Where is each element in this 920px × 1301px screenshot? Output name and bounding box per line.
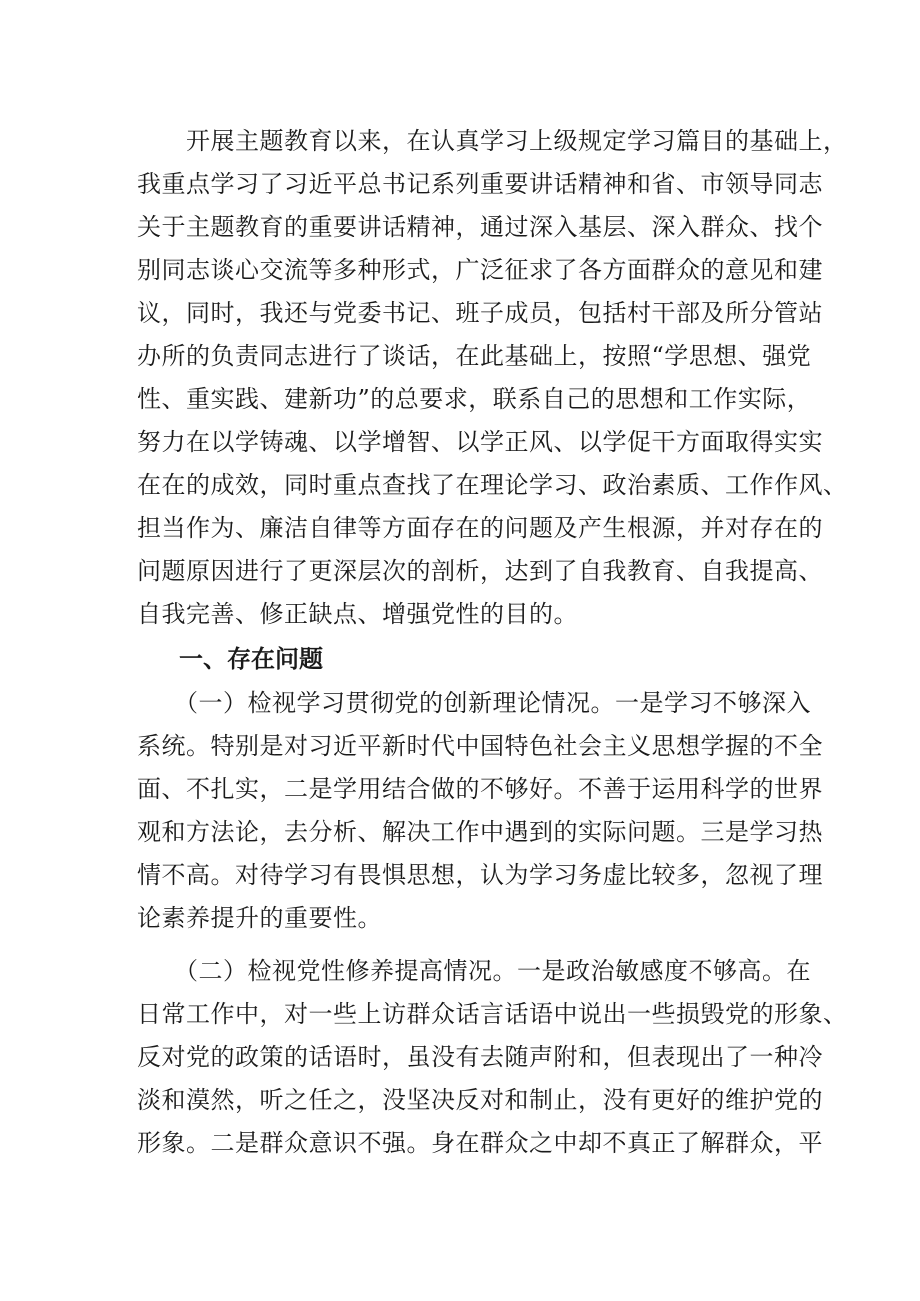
- text-line: 形象。二是群众意识不强。身在群众之中却不真正了解群众，平: [137, 1129, 823, 1157]
- text-line: 我重点学习了习近平总书记系列重要讲话精神和省、市领导同志: [137, 170, 823, 198]
- text-line: 关于主题教育的重要讲话精神，通过深入基层、深入群众、找个: [137, 213, 823, 241]
- text-line: 问题原因进行了更深层次的剖析，达到了自我教育、自我提高、: [137, 557, 823, 585]
- paragraph-gap: [137, 940, 797, 950]
- intro-paragraph: [137, 120, 848, 636]
- text-line: 观和方法论，去分析、解决工作中遇到的实际问题。三是学习热: [137, 818, 823, 846]
- text-line: 性、重实践、建新功”的总要求，联系自己的思想和工作实际，: [137, 385, 812, 413]
- text-line: 努力在以学铸魂、以学增智、以学正风、以学促干方面取得实实: [137, 428, 823, 456]
- text-line: 别同志谈心交流等多种形式，广泛征求了各方面群众的意见和建: [137, 256, 823, 284]
- text-line: （二）检视党性修养提高情况。一是政治敏感度不够高。在: [137, 957, 811, 985]
- text-line: 日常工作中，对一些上访群众话言话语中说出一些损毁党的形象、: [137, 1000, 848, 1028]
- section-heading: 一、存在问题: [179, 645, 323, 673]
- item2-paragraph: [137, 950, 848, 1165]
- item1-paragraph: [137, 682, 823, 940]
- document-body: [137, 120, 848, 1165]
- text-line: 情不高。对待学习有畏惧思想，认为学习务虚比较多，忽视了理: [137, 861, 823, 889]
- text-line: 议，同时，我还与党委书记、班子成员，包括村干部及所分管站: [137, 299, 823, 327]
- text-line: 自我完善、修正缺点、增强党性的目的。: [137, 600, 578, 628]
- text-line: 担当作为、廉洁自律等方面存在的问题及产生根源，并对存在的: [137, 514, 823, 542]
- text-line: （一）检视学习贯彻党的创新理论情况。一是学习不够深入: [137, 689, 811, 717]
- text-line: 面、不扎实，二是学用结合做的不够好。不善于运用科学的世界: [137, 775, 823, 803]
- text-line: 反对党的政策的话语时，虽没有去随声附和，但表现出了一种冷: [137, 1043, 823, 1071]
- text-line: 系统。特别是对习近平新时代中国特色社会主义思想学握的不全: [137, 732, 823, 760]
- text-line: 论素养提升的重要性。: [137, 904, 382, 932]
- text-line: 办所的负责同志进行了谈话，在此基础上，按照“学思想、强党: [137, 342, 812, 370]
- text-line: 淡和漠然，听之任之，没坚决反对和制止，没有更好的维护党的: [137, 1086, 823, 1114]
- text-line: 在在的成效，同时重点查找了在理论学习、政治素质、工作作风、: [137, 471, 848, 499]
- text-line: 开展主题教育以来，在认真学习上级规定学习篇目的基础上，: [137, 127, 848, 155]
